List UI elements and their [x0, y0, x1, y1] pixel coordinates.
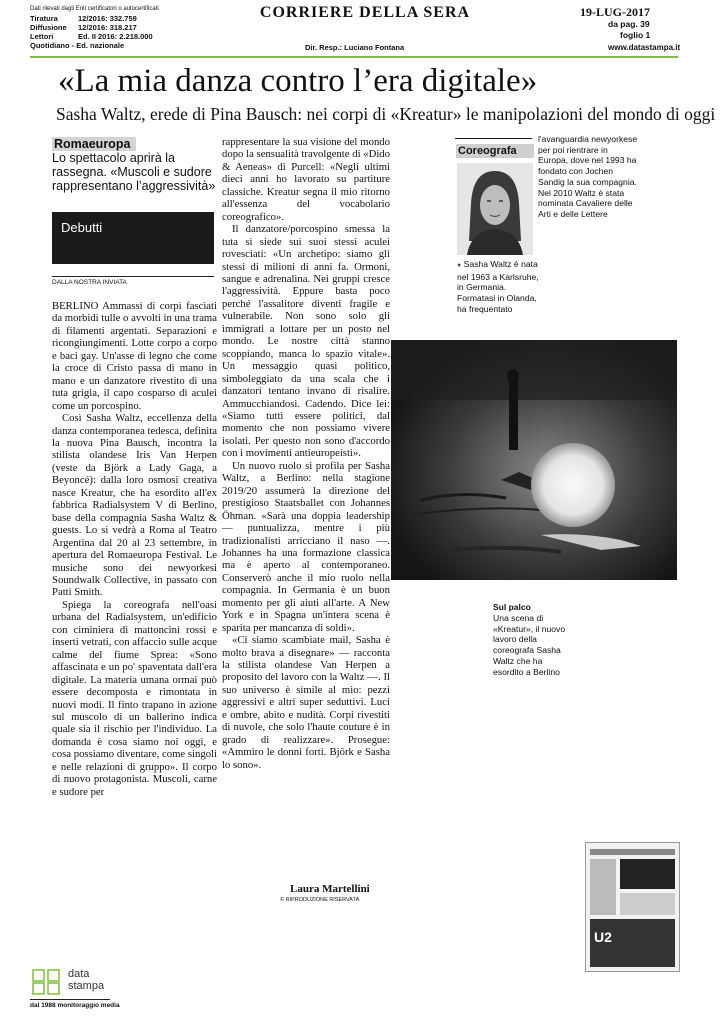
paragraph: Un nuovo ruolo si profila per Sasha Waltz, a Berlino: nella stagione 2019/20 assumerà la direzione del prestigioso Staatsballet con Johannes Öhman. «Sarà una doppia leadership — puntualizza, mentre i più tradizionalisti arricciano il naso —. Johannes ha una formazione classica ma è aperto al contemporaneo. Conserverò anche il mio ruolo nella compagnia. In Germania è un buon momento per gli aiuti all'arte. A New York e in Spagna un'intera scena è sparita per mancanza di soldi». [222, 459, 390, 634]
paragraph: Spiega la coreografa nell'oasi urbana del Radialsystem, un'edificio con ciminiera di mattoncini rossi e inserti vetrati, con affaccio sulle acque calme del fiume Sprea: «Sono affascinata e un po' spaventata dall'era digitale. La materia umana ormai può essere decomposta e rimontata in nuovi modi. Il finto trapano in azione sul muscolo di un ballerino indica quale sia il rischio per l'individuo. La domanda è cosa siamo noi oggi, e cosa possiamo diventare, come singoli e nelle relazioni di gruppo». Il corpo di nuovo protagonista. Muscoli, carne e sudore per [52, 598, 217, 798]
circulation-stats [30, 14, 230, 50]
paragraph: BERLINO Ammassi di corpi fasciati da morbidi tulle o avvolti in una trama di filamenti argentati. Separazioni e ricongiungimenti. Lotte corpo a corpo e baci gay. Un'asse di legno che come la croce di Cristo passa di mano in mano e un danzatore rivestito di una tuta grigia, il capo cosparso di aculei come un porcospino. [52, 300, 217, 412]
bio-left: ● Sasha Waltz è nata nel 1963 a Karlsruhe, in Germania. Formatasi in Olanda, ha frequentato [457, 259, 539, 314]
date: 19-LUG-2017 [580, 5, 650, 19]
stat-row: Tiratura 12/2016: 332.759 [30, 14, 137, 23]
portrait-image [457, 163, 533, 255]
sheet-ref: foglio 1 [620, 30, 651, 40]
stage-photo-image [391, 340, 677, 580]
paragraph: rappresentare la sua visione del mondo dopo la sensualità travolgente di «Dido & Aeneas» di Purcell: «Negli ultimi dieci anni ho lavorato su partiture classiche. Kreatur segna il mio ritorno all'essenza del vocabolario coreografico». [222, 136, 390, 223]
logo-line: data [68, 968, 90, 980]
paragraph: Il danzatore/porcospino smessa la tuta si siede sui suoi stessi aculei rovesciati: «Un archetipo: siamo gli stessi di milioni di anni fa. Ormoni, sangue e adrenalina. Nei gruppi cresce l'aggressività. Eppure basta poco perché l'assalitore diventi fragile e vulnerabile. Non sono solo gli immigrati a lottare per un posto nel mondo. Le nostre città stanno scoppiando, manca lo spazio vitale». Un messaggio quasi politico, simboleggiato da una scala che i danzatori tentano invano di risalire. Ammucchiandosi. Cadendo. Dice lei: «Siamo tutti essere politici, dal momento che non possiamo vivere isolati. Per questo non sono d'accordo con i movimenti antieuropeisti». [222, 223, 390, 460]
paragraph: Così Sasha Waltz, eccellenza della danza contemporanea tedesca, definita la nuova Pina Bausch, incontra la stilista olandese Iris Van Herpen (veste da Björk a Lady Gaga, a Beyoncé): dalla loro osmosi creativa nasce Kreatur, che ha esordito all'ex fabbrica Radialsystem V di Berlino, base della compagnia Sasha Waltz & guests. Lo si vedrà a Roma al Teatro Argentina dal 20 al 23 settembre, in apertura del Romaeuropa Festival. Le musiche sono dei newyorkesi Soundwalk Collective, in passato con Patti Smith. [52, 412, 217, 599]
paragraph: «Ci siamo scambiate mail, Sasha è molto brava a disegnare» — racconta la stilista olandese Van Herpen a proposito del lavoro con la Waltz —. Il suo universo è simile al mio: pezzi aggressivi e altri super seduttivi. Luci e ombre, abito e nudità. Corpi rivestiti di nuvole, che solo l'haute couture è in grado di realizzare». Prosegue: «Ammiro le donni forti. Björk e Sasha lo sono». [222, 634, 390, 771]
caption-text: Una scena di «Kreatur», il nuovo lavoro della coreografa Sasha Waltz che ha esordito a Berlino [493, 613, 566, 677]
article-column-1 [52, 300, 217, 890]
article-column-2 [222, 136, 390, 881]
kicker-text: Lo spettacolo aprirà la rassegna. «Muscoli e sudore rappresentano l’aggressività» [52, 151, 216, 193]
source-note: Dati rilevati dagli Enti certificatori o autocertificati [30, 6, 159, 12]
portrait-photo [457, 163, 533, 255]
page-ref: da pag. 39 [608, 19, 650, 29]
header-rule [30, 56, 678, 58]
bio-right: l'avanguardia newyorkese per poi rientrare in Europa, dove nel 1993 ha fondato con Jochen Sandig la sua compagnia. Nel 2010 Waltz è stata nominata Cavaliere delle Arti e delle Lettere [538, 134, 638, 219]
bullet-icon: ● [457, 262, 462, 269]
director: Dir. Resp.: Luciano Fontana [305, 43, 405, 52]
page-thumbnail [585, 842, 680, 972]
datastampa-logo-icon [30, 967, 64, 997]
dateline-rule [52, 276, 214, 277]
profile-rule [455, 138, 532, 139]
byline: Laura Martellini [290, 883, 370, 895]
masthead: CORRIERE DELLA SERA [259, 4, 471, 21]
section-box-label: Debutti [61, 220, 103, 235]
dateline: DALLA NOSTRA INVIATA [52, 279, 127, 286]
stat-row: Diffusione 12/2016: 318.217 [30, 23, 137, 32]
subheadline: Sasha Waltz, erede di Pina Bausch: nei corpi di «Kreatur» le manipolazioni del mondo di oggi [56, 104, 716, 124]
caption-title: Sul palco [493, 602, 531, 612]
logo-line: stampa [68, 980, 105, 992]
footer-rule [30, 999, 110, 1000]
rights-note: © RIPRODUZIONE RISERVATA [280, 897, 360, 903]
website: www.datastampa.it [608, 43, 681, 52]
footer-tagline: dal 1988 monitoraggio media [30, 1002, 120, 1009]
kicker-label: Romaeuropa [52, 137, 136, 151]
edition-label: Quotidiano - Ed. nazionale [30, 41, 125, 50]
stat-row: Lettori Ed. II 2016: 2.218.000 [30, 32, 153, 41]
headline: «La mia danza contro l’era digitale» [58, 63, 538, 99]
logo-text [68, 968, 104, 992]
thumbnail-label: U2 [594, 929, 612, 945]
page-thumbnail-image [586, 843, 679, 971]
stage-photo [391, 340, 677, 580]
profile-label: Coreografa [456, 144, 534, 158]
section-box [52, 212, 214, 264]
